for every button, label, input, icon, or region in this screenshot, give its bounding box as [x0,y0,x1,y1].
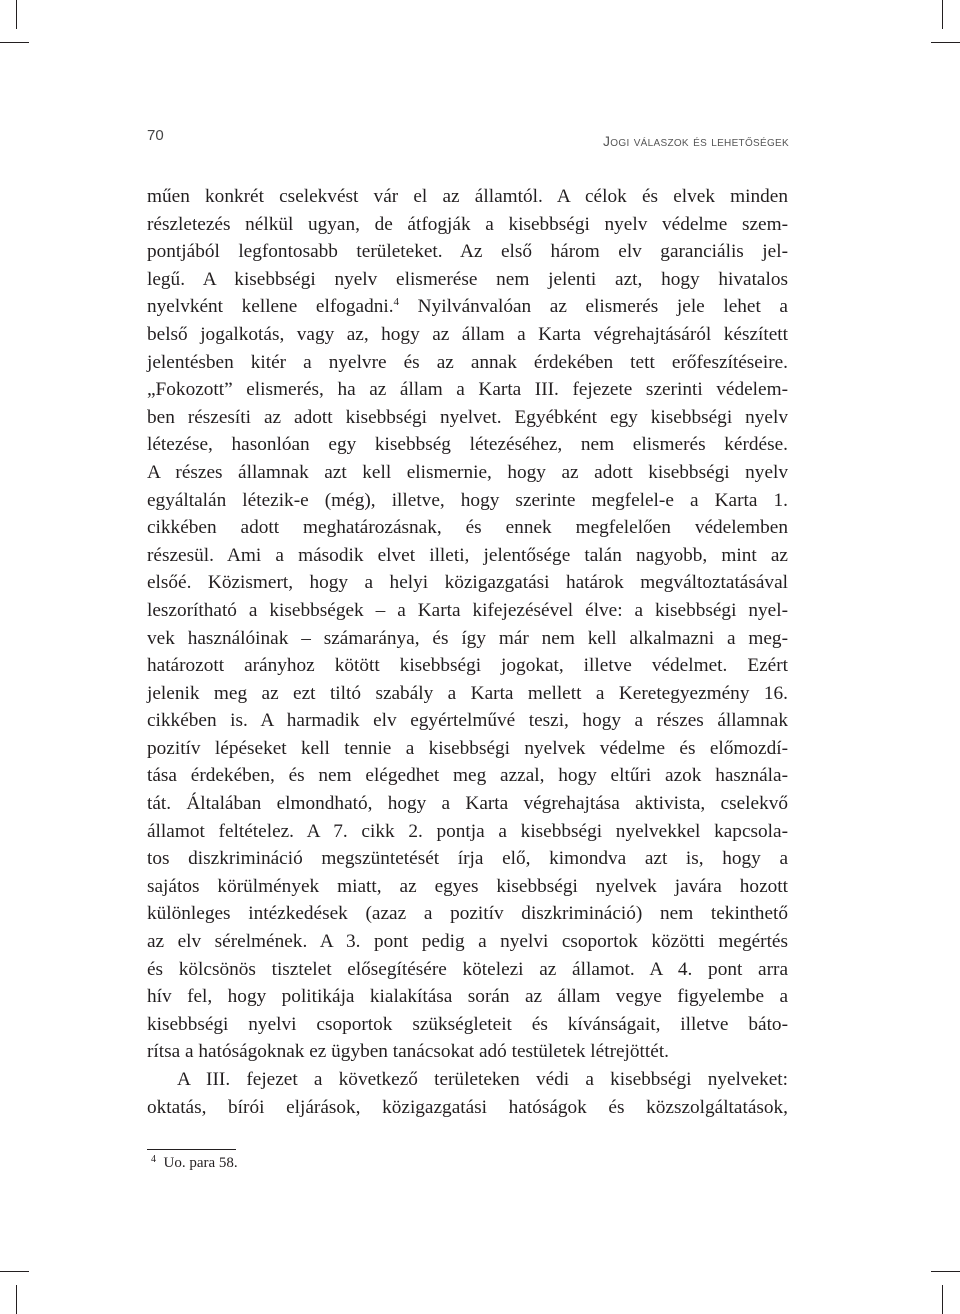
text-line: oktatás, bírói eljárások, közigazgatási hatóságok és közszolgáltatások, [147,1096,788,1118]
running-head: Jogi válaszok és lehetőségek [602,133,789,149]
text-line: tos diszkrimináció megszüntetését írja elő, kimondva azt is, hogy a [147,848,788,870]
text-line: A részes államnak azt kell elismernie, hogy az adott kisebbségi nyelv [147,461,788,483]
text-line: jelentésben kitér a nyelvre és az annak érdekében tett erőfeszítéseire. [147,351,788,373]
text-line: hív fel, hogy politikája kialakítása során az állam vegye figyelembe a [147,986,788,1008]
text-line: pontjából legfontosabb területeket. Az első három elv garanciális jel- [147,241,788,263]
footnote-text [156,1155,164,1171]
text-line: részesül. Ami a második elvet illeti, jelentősége talán nagyobb, mint az [147,544,788,566]
crop-mark-top-left-horizontal [0,42,29,43]
text-line: különleges intézkedések (azaz a pozitív diszkrimináció) nem tekinthető [147,903,788,925]
crop-mark-bottom-right-horizontal [931,1271,960,1272]
text-line: rítsa a hatóságoknak ez ügyben tanácsokat adó testületek létrejöttét. [147,1041,670,1063]
text-line: legű. A kisebbségi nyelv elismerése nem jelenti azt, hogy hivatalos [147,268,788,290]
footnote-separator [147,1149,236,1150]
text-line: ben részesíti az adott kisebbségi nyelvet. Egyébként egy kisebbségi nyelv [147,406,788,428]
text-line: határozott arányhoz kötött kisebbségi jogokat, illetve védelmet. Ezért [147,655,788,677]
crop-mark-top-left [16,0,17,29]
crop-mark-top-right-horizontal [931,42,960,43]
crop-mark-top-right [942,0,943,29]
crop-mark-bottom-left-horizontal [0,1271,29,1272]
footnote-reference[interactable]: 4 [393,296,400,309]
page-number: 70 [147,127,164,144]
footnote-text: Uo. para 58. [163,1155,238,1171]
text-line: cikkében is. A harmadik elv egyértelművé teszi, hogy a részes államnak [147,710,788,732]
text-line: egyáltalán létezik-e (még), illetve, hogy szerinte megfelel-e a Karta 1. [147,489,788,511]
text-line: és kölcsönös tisztelet elősegítésére kötelezi az államot. A 4. pont arra [147,958,788,980]
crop-mark-bottom-left [16,1285,17,1314]
text-line: pozitív lépéseket kell tennie a kisebbségi nyelvek védelme és előmozdí- [147,737,788,759]
text-line: „Fokozott” elismerés, ha az állam a Karta III. fejezete szerinti védelem- [147,379,788,401]
text-line: államot feltételez. A 7. cikk 2. pontja a kisebbségi nyelvekkel kapcsola- [147,820,788,842]
text-fragment: Nyilvánvalóan az elismerés jele lehet a [399,296,788,318]
text-line: sajátos körülmények miatt, az egyes kisebbségi nyelvek javára hozott [147,875,788,897]
text-line: az elv sérelmének. A 3. pont pedig a nyelvi csoportok közötti megértés [147,931,788,953]
text-fragment: nyelvként kellene elfogadni. [147,296,394,318]
text-line-with-footnote [147,293,788,321]
text-line: tása érdekében, és nem elégedhet meg azzal, hogy eltűri azok használa- [147,765,788,787]
text-line: jelenik meg az ezt tiltó szabály a Karta mellett a Keretegyezmény 16. [147,682,788,704]
text-line: belső jogalkotás, vagy az, hogy az állam a Karta végrehajtásáról készített [147,323,788,345]
paragraph [147,183,788,1066]
text-line: kisebbségi nyelvi csoportok szükségleteit és kívánságait, illetve bátо- [147,1013,788,1035]
footnote-marker: 4 [151,1154,156,1165]
text-line: A III. fejezet a következő területeken védi a kisebbségi nyelveket: [177,1069,788,1090]
text-line: létezése, hasonlóan egy kisebbség létezéséhez, nem elismerés kérdése. [147,434,788,456]
text-line: leszorítható a kisebbségek – a Karta kifejezésével élve: a kisebbségi nyel- [147,599,788,621]
text-line: cikkében adott meghatározásnak, és ennek megfelelően védelemben [147,517,788,539]
text-line: műen konkrét cselekvést vár el az államtól. A célok és elvek minden [147,186,788,207]
footnote [151,1155,238,1172]
paragraph [147,1066,788,1121]
body-text [147,183,788,1121]
text-line: részletezés nélkül ugyan, de átfogják a kisebbségi nyelv védelme szem- [147,213,788,235]
text-line: elsőé. Közismert, hogy a helyi közigazgatási határok megváltoztatásával [147,572,788,594]
text-line: tát. Általában elmondható, hogy a Karta végrehajtása aktivista, cselekvő [147,793,788,815]
text-line: vek használóinak – számaránya, és így már nem kell alkalmazni a meg- [147,627,788,649]
crop-mark-bottom-right [942,1285,943,1314]
